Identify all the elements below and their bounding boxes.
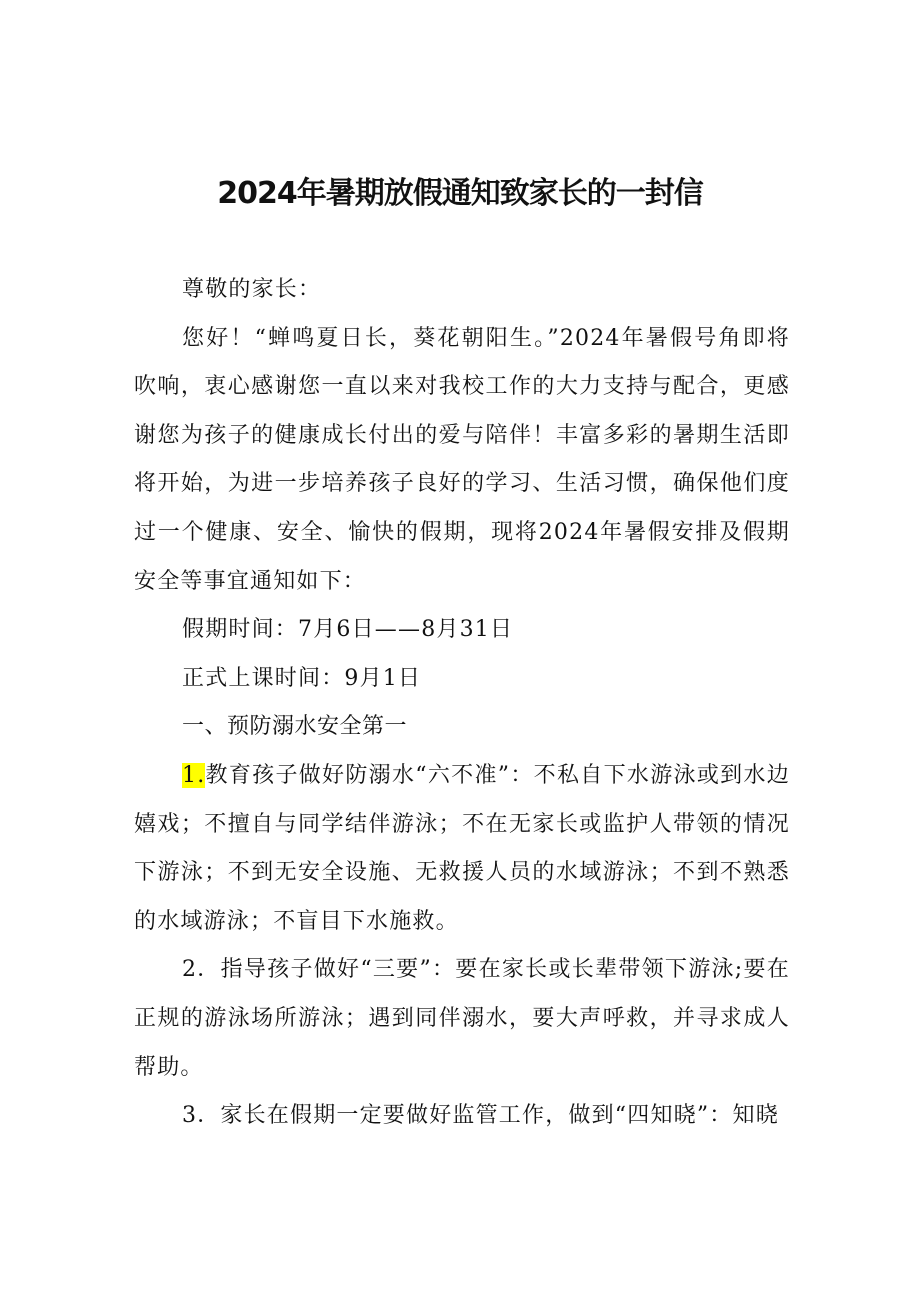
- item-1-number: 1.: [182, 762, 206, 788]
- holiday-time: 假期时间：7月6日——8月31日: [182, 617, 514, 643]
- item-1: [134, 752, 790, 946]
- letter-body: [134, 266, 790, 1141]
- salutation: 尊敬的家长：: [182, 277, 322, 302]
- document-title: 2024年暑期放假通知致家长的一封信: [217, 176, 703, 211]
- item-3: 3．家长在假期一定要做好监管工作，做到“四知晓”：知晓: [182, 1103, 779, 1129]
- item-2: 2．指导孩子做好“三要”：要在家长或长辈带领下游泳;要在正规的游泳场所游泳；遇到同伴溺水，要大声呼救，并寻求成人帮助。: [134, 957, 790, 1080]
- intro-paragraph: 您好！“蝉鸣夏日长，葵花朝阳生。”2024年暑假号角即将吹响，衷心感谢您一直以来对我校工作的大力支持与配合，更感谢您为孩子的健康成长付出的爱与陪伴！丰富多彩的暑期生活即将开始，为进一步培养孩子良好的学习、生活习惯，确保他们度过一个健康、安全、愉快的假期，现将2024年暑假安排及假期安全等事宜通知如下：: [134, 325, 790, 594]
- school-start-time: 正式上课时间：9月1日: [182, 665, 422, 691]
- item-1-text: 教育孩子做好防溺水“六不准”：不私自下水游泳或到水边嬉戏；不擅自与同学结伴游泳；不在无家长或监护人带领的情况下游泳；不到无安全设施、无救援人员的水域游泳；不到不熟悉的水域游泳；不盲目下水施救。: [134, 762, 790, 934]
- section-heading-drowning: 一、预防溺水安全第一: [182, 714, 408, 740]
